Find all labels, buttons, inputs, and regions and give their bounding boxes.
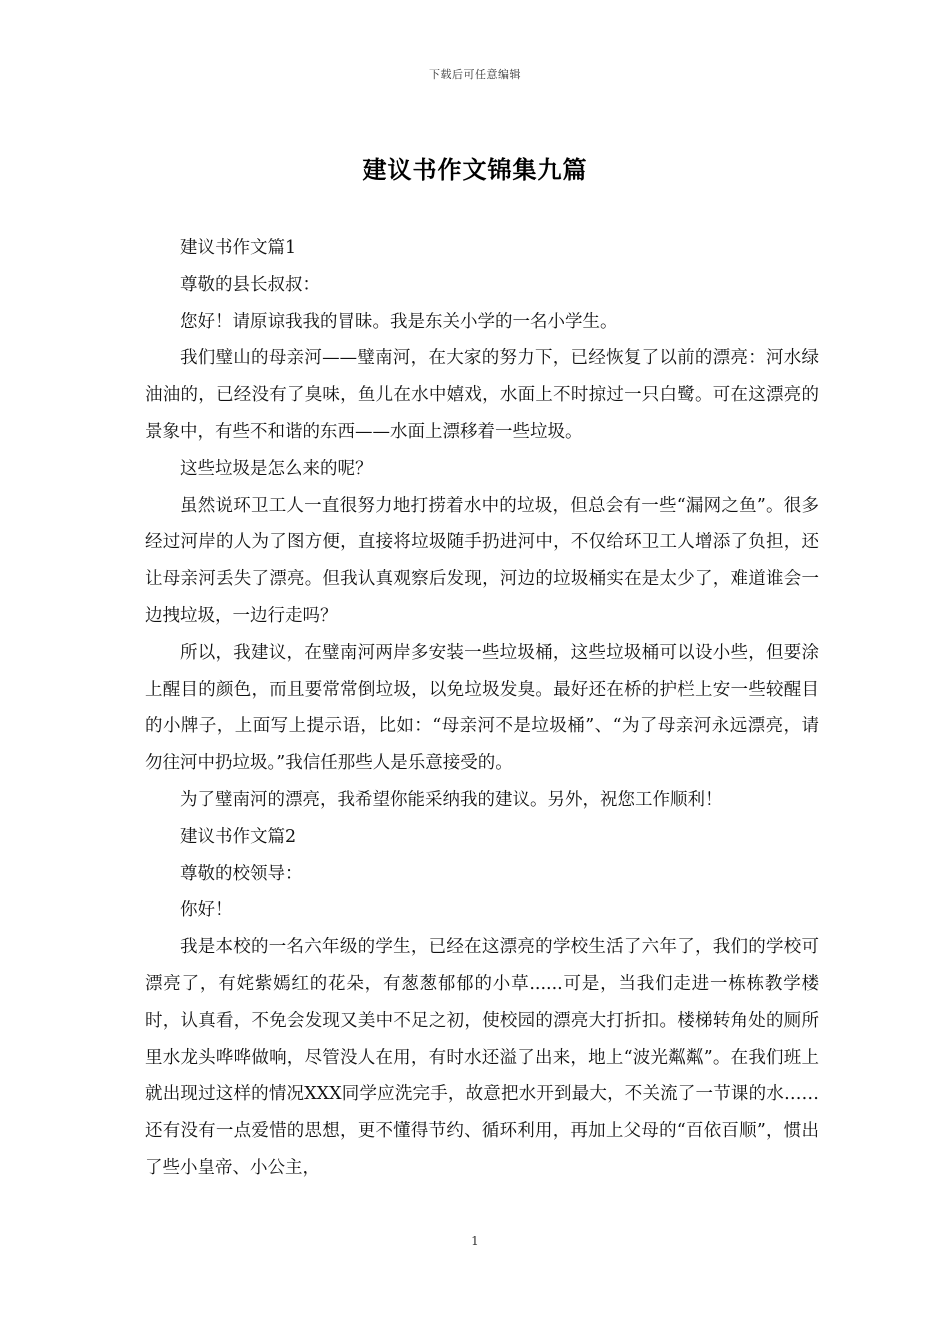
page-number: 1: [471, 1234, 479, 1248]
paragraph: 我是本校的一名六年级的学生，已经在这漂亮的学校生活了六年了，我们的学校可漂亮了，有姹紫嫣红的花朵，有葱葱郁郁的小草......可是，当我们走进一栋栋教学楼时，认真看，不免会发现又美中不足之初，使校园的漂亮大打折扣。楼梯转角处的厕所里水龙头哗哗做响，尽管没人在用，有时水还溢了出来，地上“波光粼粼”。在我们班上就出现过这样的情况XXX同学应洗完手，故意把水开到最大，不关流了一节课的水……还有没有一点爱惜的思想，更不懂得节约、循环利用，再加上父母的“百依百顺”，惯出了些小皇帝、小公主，: [145, 937, 819, 1178]
paragraph: 您好！请原谅我我的冒昧。我是东关小学的一名小学生。: [180, 311, 618, 332]
paragraph: 你好！: [180, 900, 233, 921]
salutation-2: 尊敬的校领导：: [180, 863, 303, 884]
paragraph: 这些垃圾是怎么来的呢？: [180, 458, 373, 479]
header-note: 下载后可任意编辑: [429, 68, 521, 81]
paragraph: 所以，我建议，在璧南河两岸多安装一些垃圾桶，这些垃圾桶可以设小些，但要涂上醒目的颜色，而且要常常倒垃圾，以免垃圾发臭。最好还在桥的护栏上安一些较醒目的小牌子，上面写上提示语，比如：“母亲河不是垃圾桶”、“为了母亲河永远漂亮，请勿往河中扔垃圾。”我信任那些人是乐意接受的。: [145, 642, 819, 774]
paragraph: 我们璧山的母亲河——璧南河，在大家的努力下，已经恢复了以前的漂亮：河水绿油油的，已经没有了臭味，鱼儿在水中嬉戏，水面上不时掠过一只白鹭。可在这漂亮的景象中，有些不和谐的东西——水面上漂移着一些垃圾。: [145, 348, 819, 442]
section-heading-2: 建议书作文篇2: [180, 826, 297, 847]
paragraph: 虽然说环卫工人一直很努力地打捞着水中的垃圾，但总会有一些“漏网之鱼”。很多经过河岸的人为了图方便，直接将垃圾随手扔进河中，不仅给环卫工人增添了负担，还让母亲河丢失了漂亮。但我认真观察后发现，河边的垃圾桶实在是太少了，难道谁会一边拽垃圾，一边行走吗？: [145, 495, 819, 626]
document-body: [145, 230, 819, 1187]
paragraph: 为了璧南河的漂亮，我希望你能采纳我的建议。另外，祝您工作顺利！: [180, 789, 723, 810]
document-title: 建议书作文锦集九篇: [362, 155, 588, 184]
salutation-1: 尊敬的县长叔叔：: [180, 274, 320, 295]
section-heading-1: 建议书作文篇1: [180, 238, 297, 258]
